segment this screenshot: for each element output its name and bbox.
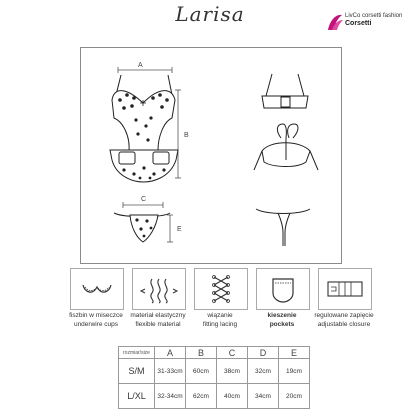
feature-caption-underwire: fiszbin w miseczce underwire cups [69, 312, 123, 328]
thong-front-drawing [114, 213, 170, 242]
dimension-e-label: E [177, 226, 182, 233]
thong-back-drawing [256, 209, 310, 246]
adjustable-closure-icon [319, 269, 371, 309]
size-cell: 31-33cm [155, 359, 186, 384]
feature-underwire-cups [70, 268, 124, 310]
table-row [119, 384, 310, 409]
pockets-icon [257, 269, 309, 309]
table-row [119, 359, 310, 384]
size-label: S/M [119, 359, 155, 384]
size-cell: 62cm [186, 384, 217, 409]
size-table-corner: rozmiar/size [119, 347, 155, 359]
underwire-cups-icon [71, 269, 123, 309]
feature-adjustable-closure [318, 268, 372, 310]
feature-flexible-material [132, 268, 186, 310]
size-label: L/XL [119, 384, 155, 409]
feature-caption-closure: regulowane zapięcie adjustable closure [314, 312, 374, 328]
flexible-material-icon [133, 269, 185, 309]
size-cell: 40cm [217, 384, 248, 409]
feature-pockets [256, 268, 310, 310]
size-col-c: C [217, 347, 248, 359]
size-cell: 32cm [248, 359, 279, 384]
size-cell: 32-34cm [155, 384, 186, 409]
size-cell: 60cm [186, 359, 217, 384]
size-cell: 38cm [217, 359, 248, 384]
size-table-header [119, 347, 310, 359]
size-table [118, 346, 310, 409]
dimension-a-label: A [138, 62, 143, 69]
size-col-b: B [186, 347, 217, 359]
size-col-a: A [155, 347, 186, 359]
product-title: Larisa [175, 2, 245, 26]
teddy-front-drawing [110, 75, 178, 182]
dimension-b-label: B [184, 132, 189, 139]
size-cell: 34cm [248, 384, 279, 409]
size-col-d: D [248, 347, 279, 359]
feature-caption-lacing: wiązanie fitting lacing [202, 312, 238, 328]
size-cell: 19cm [279, 359, 310, 384]
feature-fitting-lacing [194, 268, 248, 310]
size-cell: 20cm [279, 384, 310, 409]
fitting-lacing-icon [195, 269, 247, 309]
teddy-back-drawing [254, 74, 318, 170]
brand-subname: Corsetti [345, 20, 372, 27]
dimension-c-label: C [141, 196, 147, 203]
size-col-e: E [279, 347, 310, 359]
brand-name: LivCo corsetti fashion [345, 13, 403, 19]
feature-caption-pockets: kieszenie pockets [267, 312, 297, 328]
feature-caption-flexible: materiał elastyczny flexible material [130, 312, 186, 328]
